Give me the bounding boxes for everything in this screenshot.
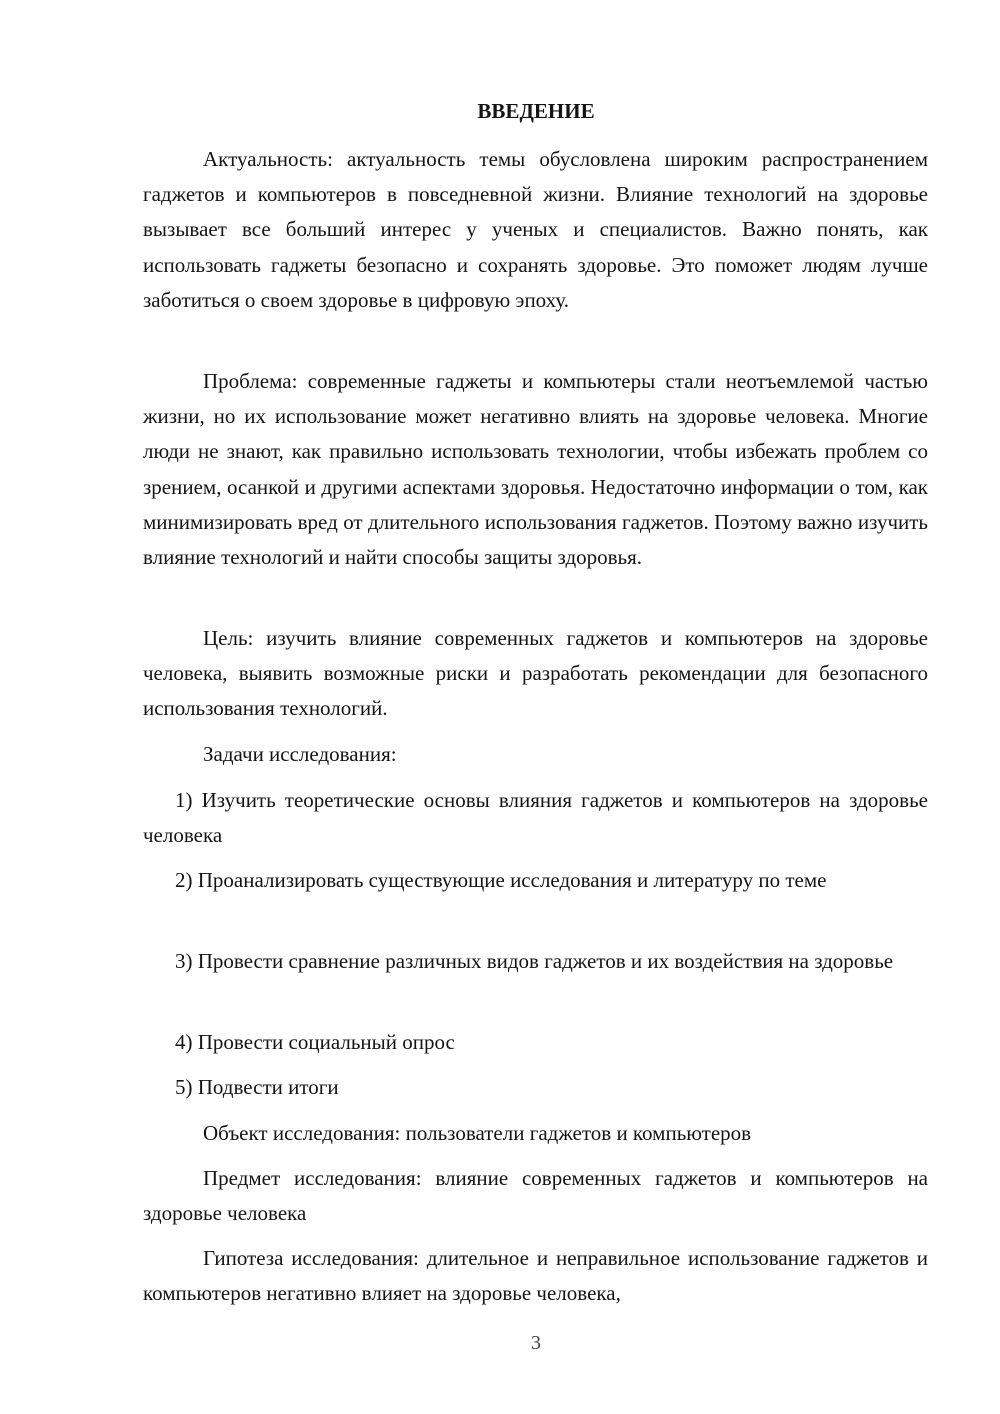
task-item-4: 4) Провести социальный опрос [175,1030,455,1054]
page-number: 3 [531,1332,541,1354]
paragraph-problem: Проблема: современные гаджеты и компьютеры стали неотъемлемой частью жизни, но их использование может негативно влиять на здоровье человека. Многие люди не знают, как правильно использовать технологии, чтобы избежать проблем со зрением, осанкой и другими аспектами здоровья. Недостаточно информации о том, как минимизировать вред от длительного использования гаджетов. Поэтому важно изучить влияние технологий и найти способы защиты здоровья. [143,369,928,570]
task-item-3: 3) Провести сравнение различных видов гаджетов и их воздействия на здоровье [175,949,894,973]
paragraph-subject: Предмет исследования: влияние современных гаджетов и компьютеров на здоровье человека [143,1166,928,1226]
task-item-2: 2) Проанализировать существующие исследования и литературу по теме [175,868,827,892]
paragraph-object: Объект исследования: пользователи гаджетов и компьютеров [203,1121,752,1145]
task-item-1: 1) Изучить теоретические основы влияния гаджетов и компьютеров на здоровье человека [143,788,928,848]
tasks-heading: Задачи исследования: [203,742,397,766]
section-heading: ВВЕДЕНИЕ [477,99,595,123]
paragraph-hypothesis: Гипотеза исследования: длительное и неправильное использование гаджетов и компьютеров негативно влияет на здоровье человека, [143,1246,928,1306]
task-item-5: 5) Подвести итоги [175,1075,339,1099]
paragraph-relevance: Актуальность: актуальность темы обусловлена широким распространением гаджетов и компьютеров в повседневной жизни. Влияние технологий на здоровье вызывает все больший интерес у ученых и специалистов. Важно понять, как использовать гаджеты безопасно и сохранять здоровье. Это поможет людям лучше заботиться о своем здоровье в цифровую эпоху. [143,147,928,312]
paragraph-goal: Цель: изучить влияние современных гаджетов и компьютеров на здоровье человека, выявить возможные риски и разработать рекомендации для безопасного использования технологий. [143,626,928,721]
